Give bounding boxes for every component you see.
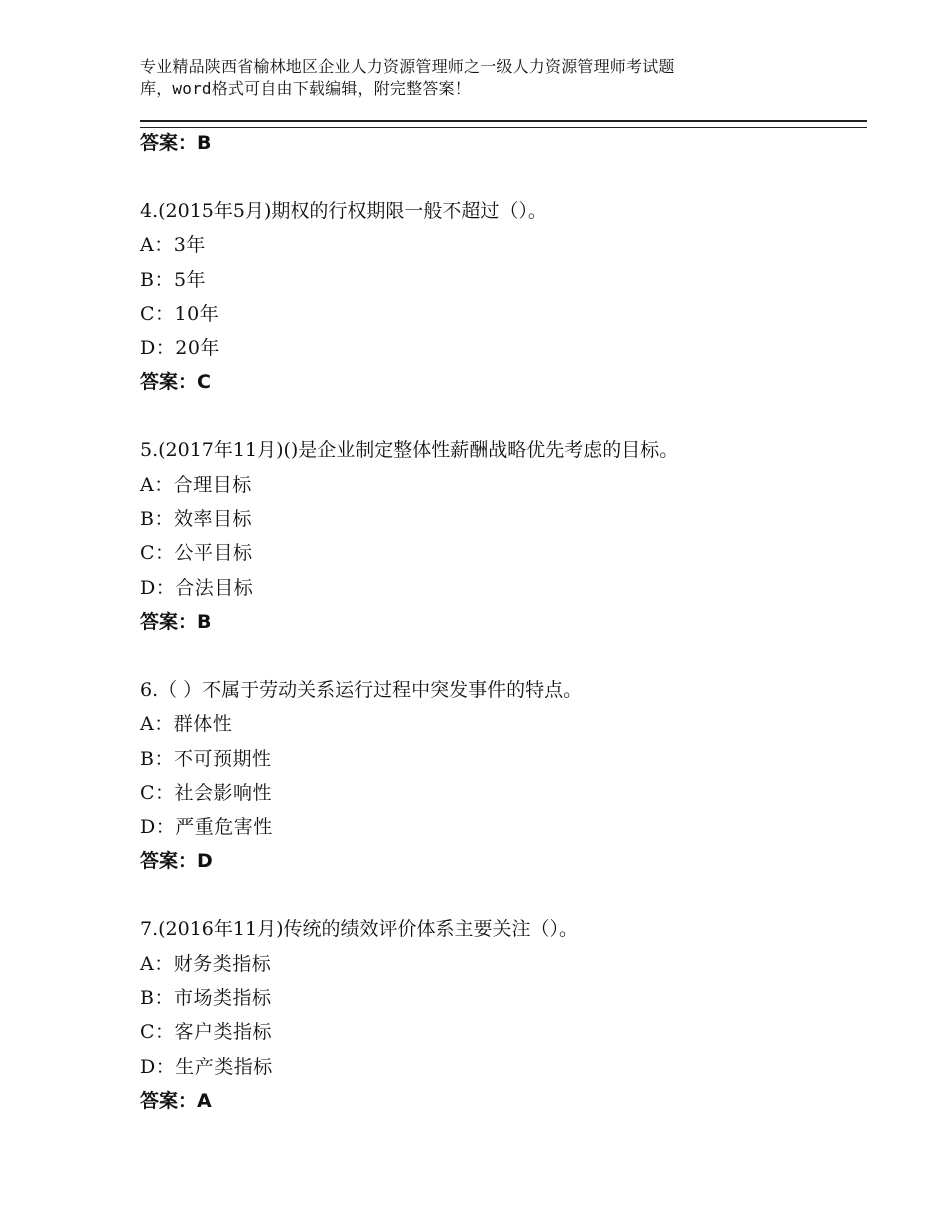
question-5 xyxy=(140,433,867,638)
question-stem: 6.（ ）不属于劳动关系运行过程中突发事件的特点。 xyxy=(140,678,583,701)
question-4 xyxy=(140,194,867,399)
option-c: C：社会影响性 xyxy=(140,781,273,804)
option-a: A：财务类指标 xyxy=(140,952,272,975)
option-a: A：合理目标 xyxy=(140,473,252,496)
question-stem: 5.(2017年11月)()是企业制定整体性薪酬战略优先考虑的目标。 xyxy=(140,439,679,462)
option-d: D：合法目标 xyxy=(140,576,254,599)
option-c: C：10年 xyxy=(140,302,220,325)
option-d: D：20年 xyxy=(140,337,220,360)
answer-label: 答案：A xyxy=(140,1089,212,1112)
question-7 xyxy=(140,912,867,1117)
question-stem: 4.(2015年5月)期权的行权期限一般不超过（）。 xyxy=(140,200,547,222)
option-d: D：生产类指标 xyxy=(140,1055,273,1078)
answer-label: 答案：D xyxy=(140,850,213,873)
question-stem: 7.(2016年11月)传统的绩效评价体系主要关注（）。 xyxy=(140,918,578,941)
option-b: B：市场类指标 xyxy=(140,987,272,1010)
header-line-2: 库，word格式可自由下载编辑，附完整答案！ xyxy=(140,79,471,98)
option-a: A：群体性 xyxy=(140,713,233,736)
option-c: C：客户类指标 xyxy=(140,1021,273,1044)
header-line-1: 专业精品陕西省榆林地区企业人力资源管理师之一级人力资源管理师考试题 xyxy=(140,57,675,76)
previous-answer: 答案：B xyxy=(140,132,212,154)
question-6 xyxy=(140,673,867,878)
option-d: D：严重危害性 xyxy=(140,816,273,839)
answer-label: 答案：C xyxy=(140,371,211,394)
answer-label: 答案：B xyxy=(140,610,212,633)
option-b: B：效率目标 xyxy=(140,508,252,531)
question-list xyxy=(140,126,867,1118)
document-header xyxy=(140,56,780,100)
option-b: B：不可预期性 xyxy=(140,747,272,770)
option-b: B：5年 xyxy=(140,268,207,291)
option-a: A：3年 xyxy=(140,234,206,257)
option-c: C：公平目标 xyxy=(140,542,253,565)
